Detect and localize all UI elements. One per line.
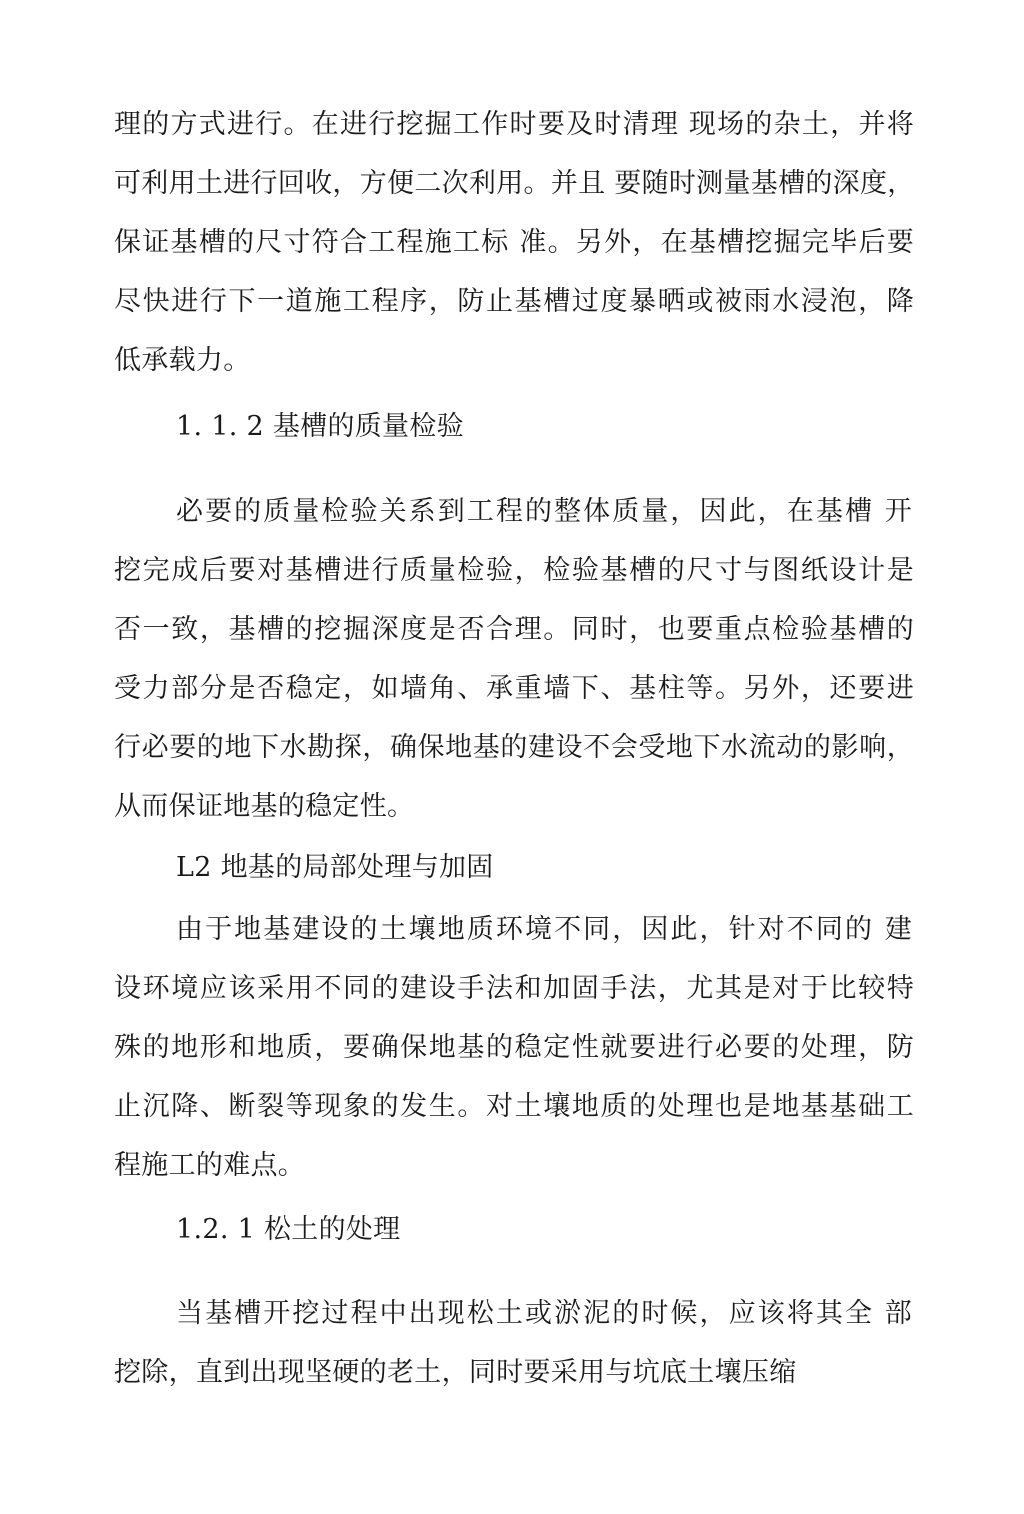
section-heading: L2 地基的局部处理与加固 [176,852,494,883]
text-line: 低承载力。 [114,345,251,376]
text-line: 否一致，基槽的挖掘深度是否合理。同时，也要重点检验基槽的 [114,614,914,645]
text-line: 行必要的地下水勘探，确保地基的建设不会受地下水流动的影响， [114,732,914,763]
text-line: 程施工的难点。 [114,1150,306,1181]
text-line: 挖除，直到出现坚硬的老土，同时要采用与坑底土壤压缩 [114,1357,797,1388]
text-line: 尽快进行下一道施工程序，防止基槽过度暴晒或被雨水浸泡，降 [114,286,914,317]
text-line: 设环境应该采用不同的建设手法和加固手法，尤其是对于比较特 [114,973,914,1004]
section-heading: 1. 1. 2 基槽的质量检验 [176,411,464,442]
text-line: 受力部分是否稳定，如墙角、承重墙下、基柱等。另外，还要进 [114,673,914,704]
section-heading: 1.2. 1 松土的处理 [176,1214,401,1245]
text-line: 从而保证地基的稳定性。 [114,791,415,822]
text-line: 保证基槽的尺寸符合工程施工标 准。另外，在基槽挖掘完毕后要 [114,227,914,258]
text-line: 当基槽开挖过程中出现松土或淤泥的时候，应该将其全 部 [176,1298,912,1329]
text-line: 理的方式进行。在进行挖掘工作时要及时清理 现场的杂土，并将 [114,109,914,140]
text-line: 由于地基建设的土壤地质环境不同，因此，针对不同的 建 [176,914,912,945]
text-line: 挖完成后要对基槽进行质量检验，检验基槽的尺寸与图纸设计是 [114,555,914,586]
text-line: 殊的地形和地质，要确保地基的稳定性就要进行必要的处理，防 [114,1032,914,1063]
text-line: 必要的质量检验关系到工程的整体质量，因此，在基槽 开 [176,496,912,527]
text-line: 止沉降、断裂等现象的发生。对土壤地质的处理也是地基基础工 [114,1091,914,1122]
text-line: 可利用土进行回收，方便二次利用。并且 要随时测量基槽的深度， [114,168,915,199]
